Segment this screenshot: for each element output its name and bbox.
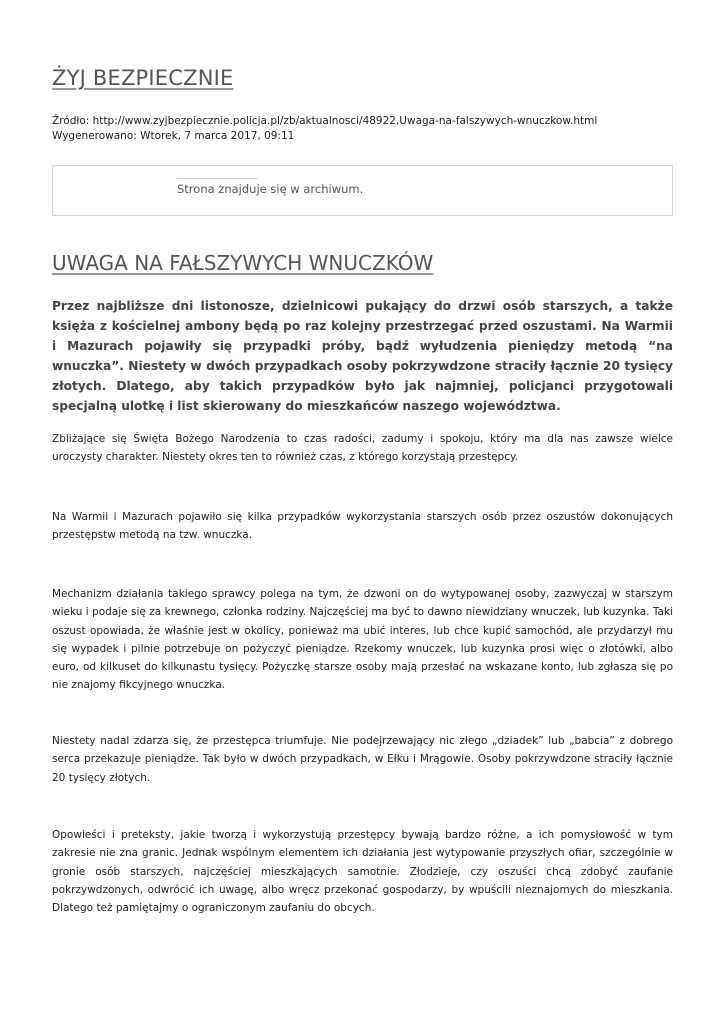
article-paragraph: Na Warmii i Mazurach pojawiło się kilka przypadków wykorzystania starszych osób przez oszustów dokonujących przestępstw metodą na tzw. wnuczka. bbox=[52, 511, 673, 542]
article-title[interactable]: UWAGA NA FAŁSZYWYCH WNUCZKÓW bbox=[52, 251, 434, 275]
generated-line: Wygenerowano: Wtorek, 7 marca 2017, 09:11 bbox=[52, 130, 295, 142]
article-paragraph: Zbliżające się Święta Bożego Narodzenia to czas radości, zadumy i spokoju, który ma dla nas zawsze wielce uroczysty charakter. Niestety okres ten to również czas, z którego korzystają przestępcy. bbox=[52, 433, 673, 464]
article-paragraph: Niestety nadal zdarza się, że przestępca triumfuje. Nie podejrzewający nic złego „dziadek” lub „babcia” z dobrego serca przekazuje pieniądze. Tak było w dwóch przypadkach, w Ełku i Mrągowie. Osoby pokrzywdzone straciły łącznie 20 tysięcy złotych. bbox=[52, 735, 673, 784]
site-title[interactable]: ŻYJ BEZPIECZNIE bbox=[52, 66, 234, 90]
archive-notice-text: Strona znajduje się w archiwum. bbox=[177, 182, 364, 196]
source-line: Źródło: http://www.zyjbezpiecznie.policja.pl/zb/aktualnosci/48922,Uwaga-na-falszywych-wnuczkow.html bbox=[52, 115, 598, 127]
document-meta bbox=[52, 114, 673, 144]
archive-divider bbox=[177, 178, 257, 179]
article-paragraph: Opowieści i preteksty, jakie tworzą i wykorzystują przestępcy bywają bardzo różne, a ich pomysłowość w tym zakresie nie zna granic. Jednak wspólnym elementem ich działania jest wytypowanie przyszłych ofiar, szczególnie w gronie osób starszych, najczęściej mieszkających samotnie. Złodzieje, czy oszuści chcą zdobyć zaufanie pokrzywdzonych, odwrócić ich uwagę, albo wręcz przekonać gospodarzy, by wpuścili nieznajomych do mieszkania. Dlatego też pamiętajmy o ograniczonym zaufaniu do obcych. bbox=[52, 829, 673, 915]
article-lead: Przez najbliższe dni listonosze, dzielnicowi pukający do drzwi osób starszych, a także księża z kościelnej ambony będą po raz kolejny przestrzegać przed oszustami. Na Warmii i Mazurach pojawiły się przypadki próby, bądź wyłudzenia pieniędzy metodą “na wnuczka”. Niestety w dwóch przypadkach osoby pokrzywdzone straciły łącznie 20 tysięcy złotych. Dlatego, aby takich przypadków było jak najmniej, policjanci przygotowali specjalną ulotkę i list skierowany do mieszkańców naszego województwa. bbox=[52, 299, 673, 413]
archive-notice-box bbox=[52, 165, 673, 216]
article-paragraph: Mechanizm działania takiego sprawcy polega na tym, że dzwoni on do wytypowanej osoby, zazwyczaj w starszym wieku i podaje się za krewnego, członka rodziny. Najczęściej ma być to dawno niewidziany wnuczek, lub kuzynka. Taki oszust opowiada, że właśnie jest w okolicy, ponieważ ma ubić interes, lub chce kupić samochód, ale przydarzył mu się wypadek i pilnie potrzebuje on pożyczyć pieniądze. Rzekomy wnuczek, lub kuzynka prosi więc o złotówki, albo euro, od kilkuset do kilkunastu tysięcy. Pożyczkę starsze osoby mają przesłać na wskazane konto, lub zgłasza się po nie znajomy fikcyjnego wnuczka. bbox=[52, 588, 673, 692]
